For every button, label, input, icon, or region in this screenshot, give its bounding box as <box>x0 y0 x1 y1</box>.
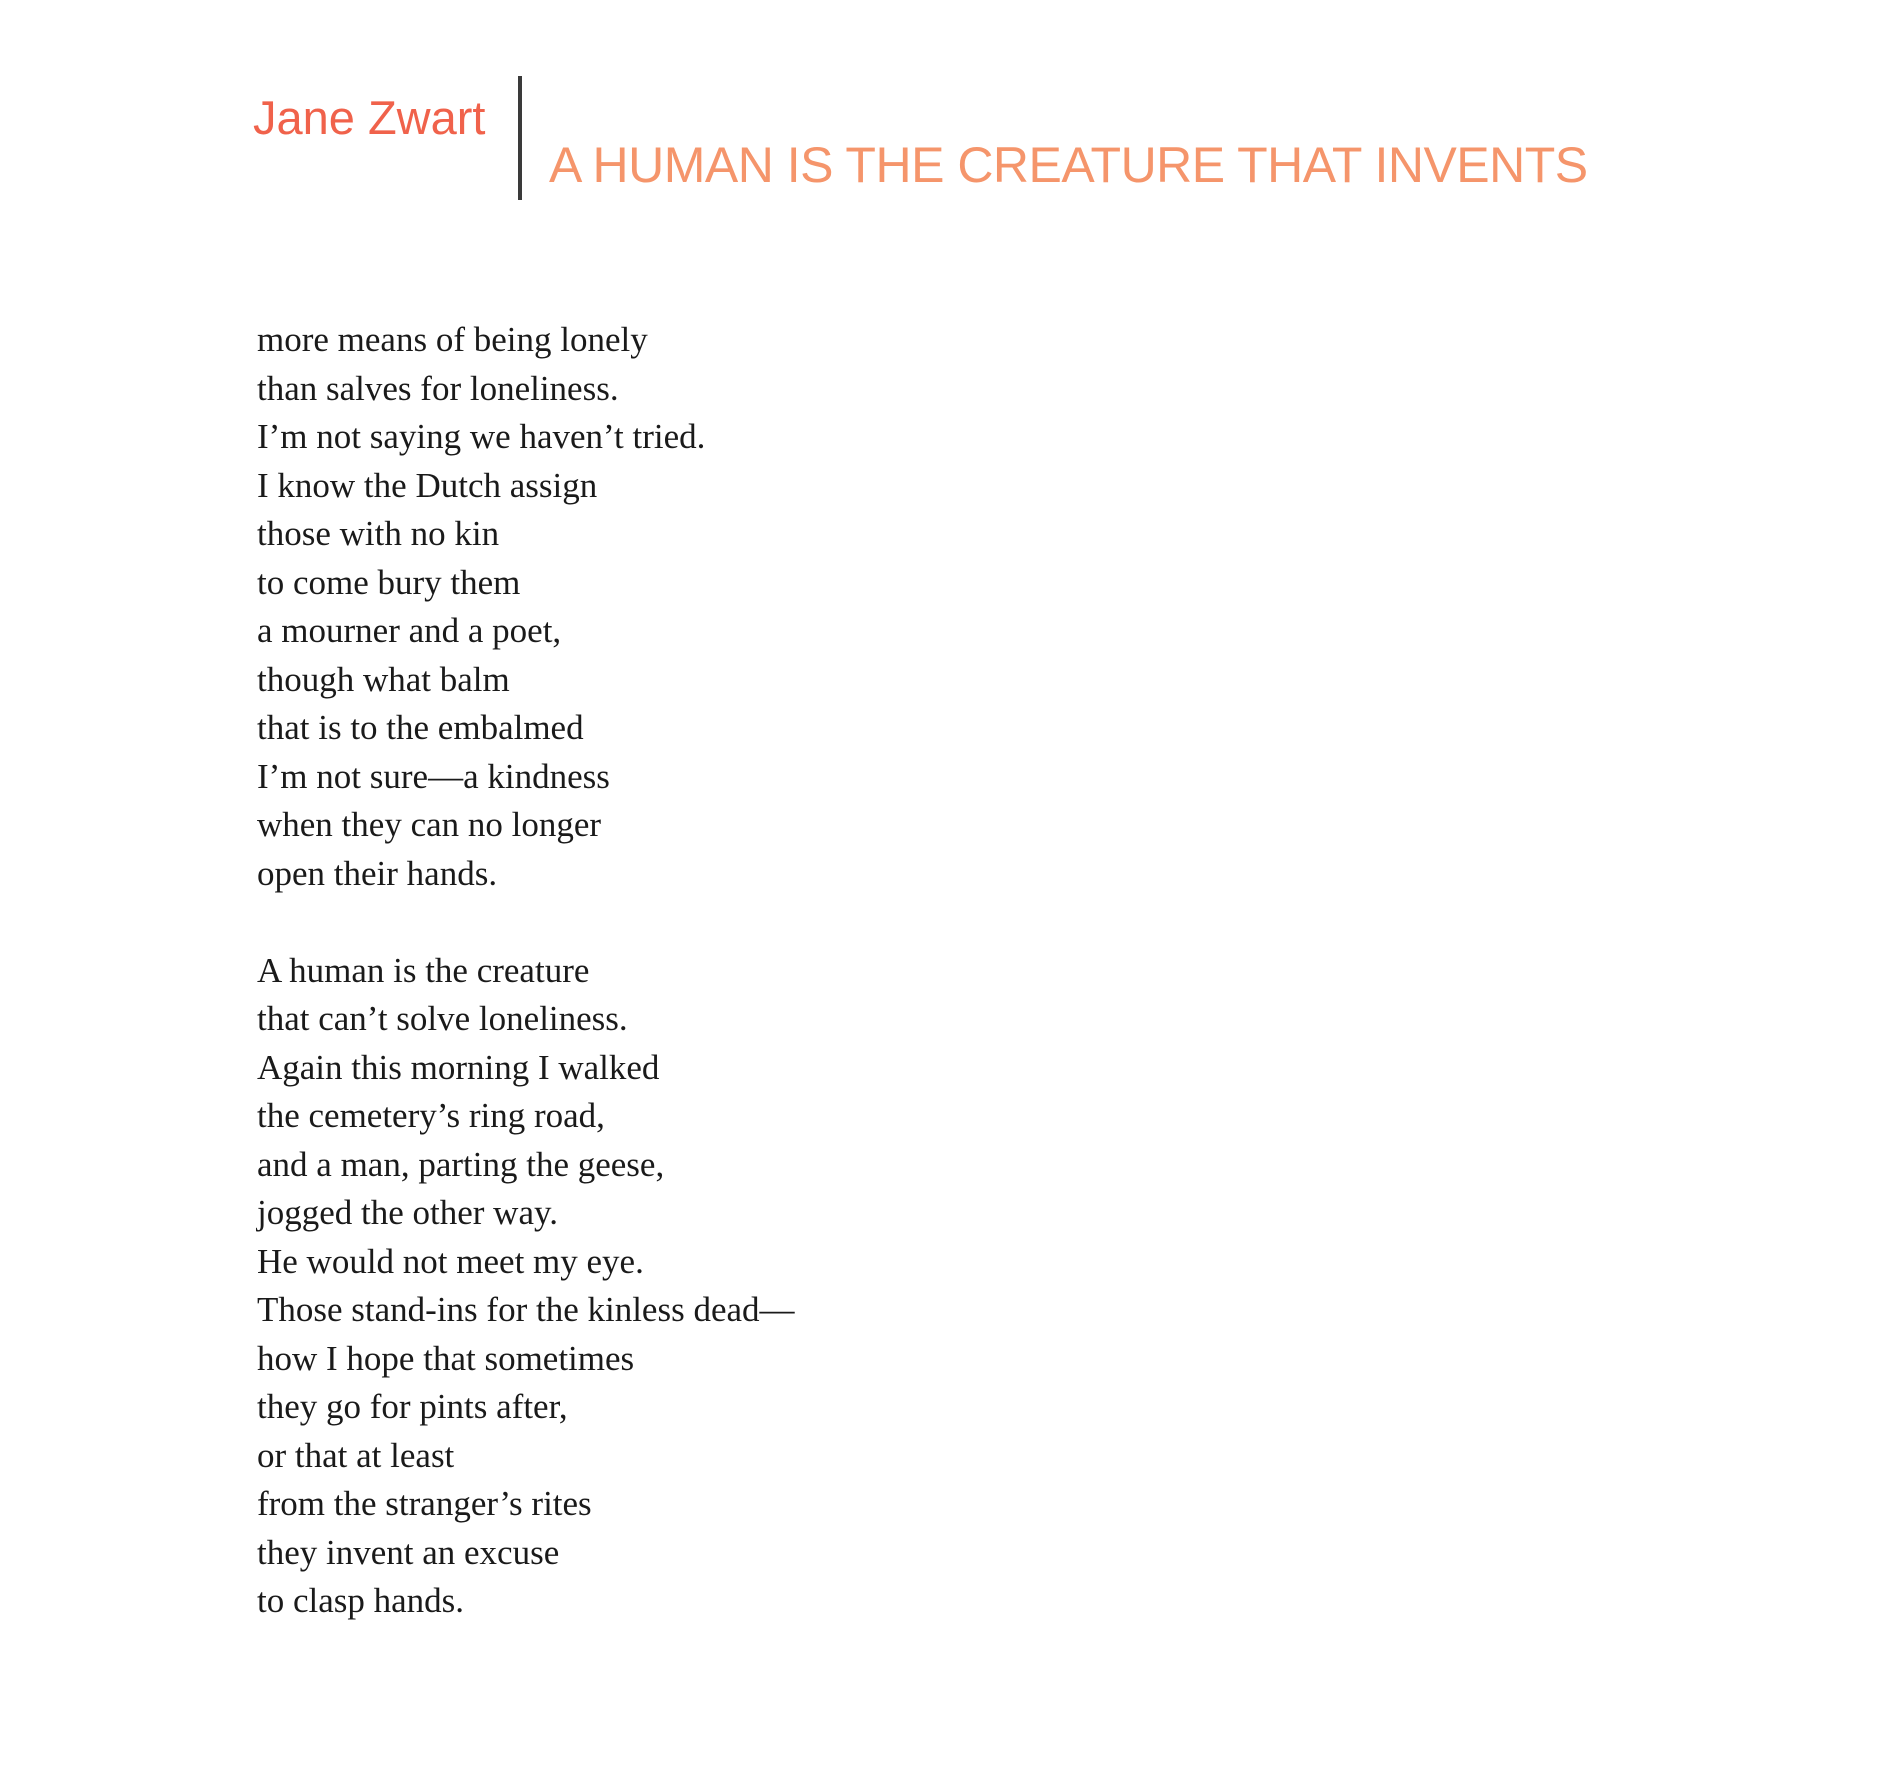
poem-line: I know the Dutch assign <box>257 465 598 505</box>
stanza-1 <box>257 316 1657 898</box>
poem-line: a mourner and a poet, <box>257 611 562 650</box>
poem-line: I’m not sure—a kindness <box>257 756 610 796</box>
poem-line: that is to the embalmed <box>257 708 584 747</box>
poem-line: A human is the creature <box>257 950 590 990</box>
poem-line: they go for pints after, <box>257 1387 568 1426</box>
poem-title: A HUMAN IS THE CREATURE THAT INVENTS <box>549 137 1588 193</box>
poem-line: jogged the other way. <box>257 1193 558 1232</box>
poem-line: open their hands. <box>257 853 498 893</box>
poem-line: or that at least <box>257 1435 455 1475</box>
poem-line: to clasp hands. <box>257 1581 465 1620</box>
poem-line: and a man, parting the geese, <box>257 1144 665 1184</box>
poem-line: how I hope that sometimes <box>257 1338 635 1378</box>
poem-line: the cemetery’s ring road, <box>257 1096 605 1135</box>
poem-body <box>257 316 1657 1626</box>
poem-line: He would not meet my eye. <box>257 1241 644 1281</box>
poem-header <box>0 0 1888 260</box>
poem-line: that can’t solve loneliness. <box>257 999 628 1038</box>
header-divider <box>518 76 522 200</box>
author-name: Jane Zwart <box>253 91 486 144</box>
poem-line: Those stand-ins for the kinless dead— <box>257 1290 795 1329</box>
poem-line: when they can no longer <box>257 805 602 844</box>
stanza-2 <box>257 947 1657 1626</box>
poem-line: Again this morning I walked <box>257 1047 660 1087</box>
poem-line: from the stranger’s rites <box>257 1484 592 1523</box>
poem-line: than salves for loneliness. <box>257 368 619 408</box>
poem-line: to come bury them <box>257 562 521 602</box>
poem-line: more means of being lonely <box>257 320 648 359</box>
poem-line: they invent an excuse <box>257 1532 560 1572</box>
poem-line: I’m not saying we haven’t tried. <box>257 417 706 456</box>
poem-line: those with no kin <box>257 514 500 553</box>
poem-line: though what balm <box>257 659 510 699</box>
